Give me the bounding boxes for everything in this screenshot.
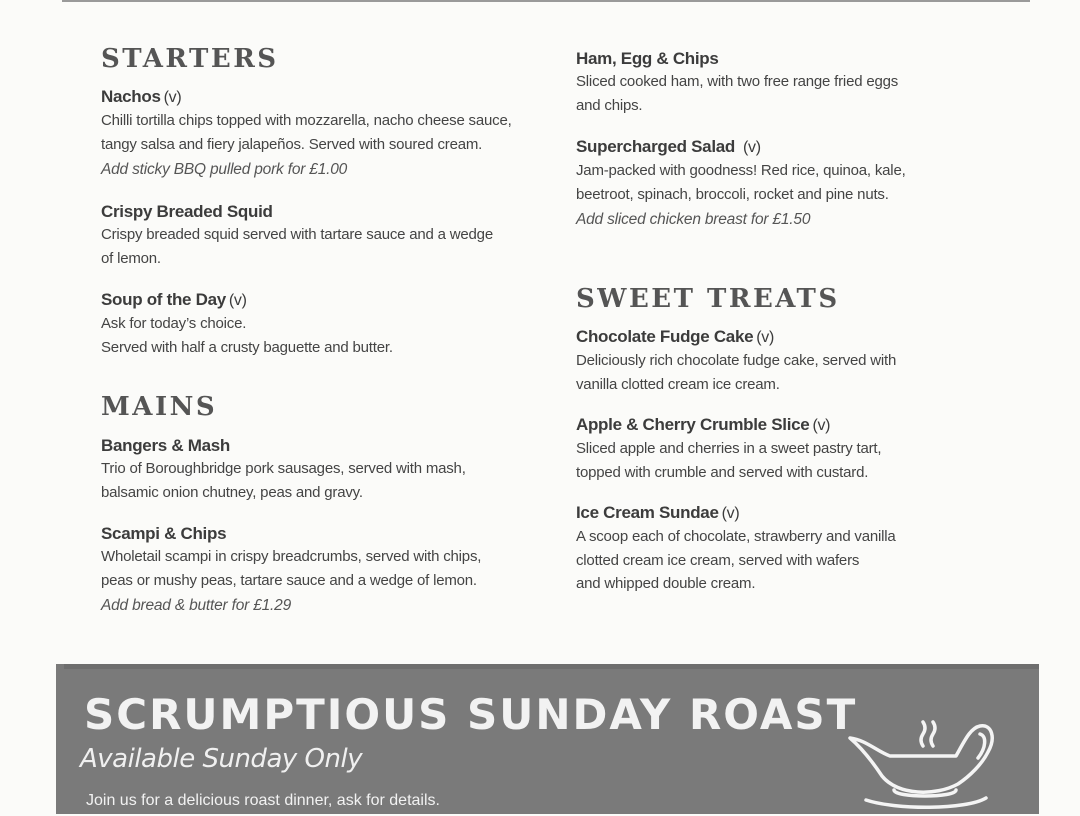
item-description: [101, 457, 521, 504]
item-description-line: and whipped double cream.: [576, 575, 756, 592]
menu-item-scampi-and-chips: [101, 523, 521, 618]
menu-item-supercharged-salad: [576, 136, 1016, 232]
item-description-line: peas or mushy peas, tartare sauce and a wedge of lemon.: [101, 571, 477, 589]
item-description: [576, 525, 1016, 596]
item-description-line: Deliciously rich chocolate fudge cake, served with: [576, 352, 897, 369]
menu-item-ice-cream-sundae: [576, 502, 1016, 596]
item-description-line: topped with crumble and served with custard.: [576, 463, 869, 481]
vegetarian-marker: (v): [812, 417, 831, 434]
item-description-line: Crispy breaded squid served with tartare sauce and a wedge: [101, 226, 493, 243]
top-divider: [62, 0, 1030, 2]
item-title: [576, 48, 1016, 70]
item-name: Ham, Egg & Chips: [576, 49, 719, 68]
menu-item-nachos: [101, 86, 521, 182]
item-title: [101, 201, 521, 223]
item-name: Ice Cream Sundae: [576, 503, 719, 522]
item-name: Scampi & Chips: [101, 524, 227, 543]
item-title: [101, 435, 521, 457]
item-name: Chocolate Fudge Cake: [576, 327, 754, 346]
menu-item-soup-of-the-day: [101, 289, 521, 359]
item-description: [101, 223, 521, 270]
menu-item-chocolate-fudge-cake: [576, 326, 1016, 396]
item-description: [576, 437, 1016, 484]
vegetarian-marker: (v): [163, 89, 182, 106]
item-title: [576, 502, 1016, 525]
menu-item-ham-egg-and-chips: [576, 48, 1016, 117]
item-description-line: beetroot, spinach, broccoli, rocket and pine nuts.: [576, 185, 889, 203]
vegetarian-marker: (v): [228, 292, 247, 309]
item-title: [101, 86, 521, 109]
sunday-roast-banner: [56, 664, 1039, 814]
item-description-line: Ask for today’s choice.: [101, 315, 247, 332]
item-description-line: of lemon.: [101, 249, 161, 267]
item-description-line: Sliced apple and cherries in a sweet pastry tart,: [576, 440, 882, 457]
item-description-line: Served with half a crusty baguette and butter.: [101, 338, 393, 356]
item-description-line: and chips.: [576, 96, 643, 114]
item-name: Bangers & Mash: [101, 436, 231, 455]
item-description-line: Wholetail scampi in crispy breadcrumbs, served with chips,: [101, 548, 482, 565]
item-title: [101, 289, 521, 312]
item-name: Crispy Breaded Squid: [101, 202, 273, 221]
item-add-on: Add sticky BBQ pulled pork for £1.00: [101, 161, 348, 178]
item-add-on: Add bread & butter for £1.29: [101, 597, 292, 614]
vegetarian-marker: (v): [721, 505, 740, 522]
vegetarian-marker: (v): [756, 329, 775, 346]
item-description-line: Trio of Boroughbridge pork sausages, served with mash,: [101, 460, 466, 477]
menu-item-crispy-breaded-squid: [101, 201, 521, 270]
item-description: [101, 312, 521, 359]
item-name: Supercharged Salad: [576, 137, 735, 156]
item-name: Apple & Cherry Crumble Slice: [576, 415, 810, 434]
item-description-line: tangy salsa and fiery jalapeños. Served with soured cream.: [101, 135, 483, 153]
item-description: [576, 159, 1016, 206]
item-description: [101, 109, 521, 156]
item-add-on: Add sliced chicken breast for £1.50: [576, 211, 811, 228]
item-description-line: Jam-packed with goodness! Red rice, quinoa, kale,: [576, 162, 906, 179]
item-description-line: Chilli tortilla chips topped with mozzarella, nacho cheese sauce,: [101, 112, 512, 129]
item-description-line: balsamic onion chutney, peas and gravy.: [101, 483, 363, 501]
item-description: [101, 545, 521, 592]
item-title: [576, 136, 1016, 159]
menu-item-apple-and-cherry-crumble-slice: [576, 414, 1016, 484]
item-description-line: A scoop each of chocolate, strawberry and vanilla: [576, 528, 896, 545]
section-title-mains: MAINS: [101, 392, 218, 422]
vegetarian-marker: (v): [743, 139, 761, 156]
item-description: [576, 70, 1016, 117]
menu-item-bangers-and-mash: [101, 435, 521, 504]
gravy-boat-icon: [846, 706, 996, 816]
section-title-starters: STARTERS: [101, 44, 279, 74]
item-description-line: Sliced cooked ham, with two free range fried eggs: [576, 73, 899, 90]
item-name: Soup of the Day: [101, 290, 226, 309]
item-description-line: vanilla clotted cream ice cream.: [576, 375, 780, 393]
sunday-roast-description: Join us for a delicious roast dinner, ask for details.: [86, 792, 440, 809]
section-title-sweet-treats: SWEET TREATS: [576, 284, 840, 314]
item-title: [101, 523, 521, 545]
item-description-line: clotted cream ice cream, served with wafers: [576, 551, 860, 569]
item-name: Nachos: [101, 87, 161, 106]
item-title: [576, 414, 1016, 437]
sunday-roast-subtitle: Available Sunday Only: [80, 744, 363, 774]
item-title: [576, 326, 1016, 349]
item-description: [576, 349, 1016, 396]
sunday-roast-title: SCRUMPTIOUS SUNDAY ROAST: [84, 690, 858, 739]
